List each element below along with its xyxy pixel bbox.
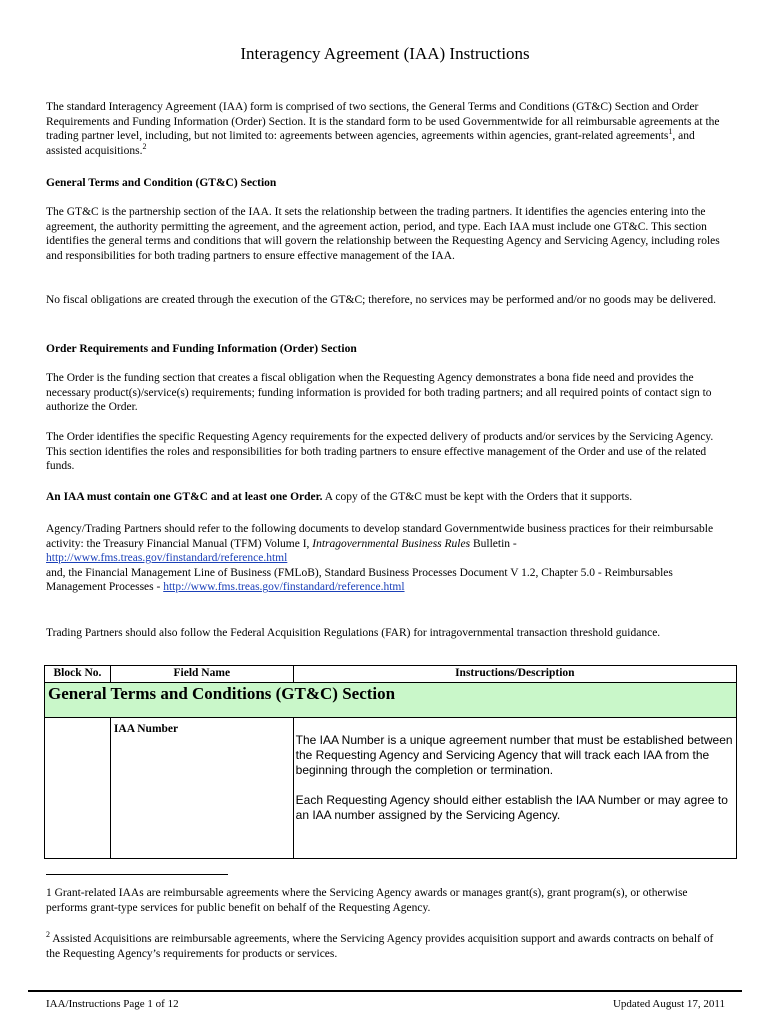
refer-paragraph [46,522,726,595]
fmlob-reference-link[interactable]: http://www.fms.treas.gov/finstandard/reference.html [163,581,405,594]
gtc-paragraph-2: No fiscal obligations are created through the execution of the GT&C; therefore, no services may be performed and/or no goods may be delivered. [46,294,716,306]
header-instructions: Instructions/Description [293,666,736,683]
intro-paragraph [46,100,726,158]
order-paragraph-1: The Order is the funding section that creates a fiscal obligation when the Requesting Agency demonstrates a bona fide need and provides the necessary product(s)/service(s) requirements; funding information is provided for both trading partners; and all required points of contact sign to authorize the Order. [46,372,712,414]
gtc-heading: General Terms and Condition (GT&C) Section [46,177,277,189]
must-contain-paragraph [46,490,726,505]
gtc-paragraph-1: The GT&C is the partnership section of the IAA. It sets the relationship between the trading partners. It identifies the agencies entering into the agreement, the authority permitting the agreement, and the agreement action, period, and type. Each IAA must include one GT&C. This section identifies the general terms and conditions that will govern the relationship between the Requesting Agency and Servicing Agency, including roles and responsibilities for both trading partners to ensure effective management of the IAA. [46,206,720,262]
description-cell [293,718,736,859]
footnote-divider [46,874,228,875]
intro-text: The standard Interagency Agreement (IAA) form is comprised of two sections, the General Terms and Conditions (GT&C) Section and Order Requirements and Funding Information (Order) Section. It is the standard form to be used Governmentwide for all reimbursable agreements at the trading partner level, including, but not limited to: agreements between agencies, agreements within agencies, grant-related agreements [46,101,720,143]
footer-divider [28,990,742,992]
footnote-1-text: Grant-related IAAs are reimbursable agreements where the Servicing Agency awards or manages grant(s), grant program(s), or otherwise performs grant-type services for public benefit on behalf of the Requesting Agency. [46,887,688,914]
header-block-no: Block No. [45,666,111,683]
refer-text-3: and, the Financial Management Line of Business (FMLoB), Standard Business Processes Document V 1.2, Chapter 5.0 - Reimbursables Management Processes - [46,566,673,594]
footnote-2-text: Assisted Acquisitions are reimbursable agreements, where the Servicing Agency provides acquisition support and awards contracts on behalf of the Requesting Agency’s requirements for products or services. [46,933,714,960]
footer-page-number: IAA/Instructions Page 1 of 12 [46,998,179,1010]
description-paragraph-2: Each Requesting Agency should either establish the IAA Number or may agree to an IAA number assigned by the Servicing Agency. [295,793,728,822]
iaa-instructions-table [44,665,737,859]
intro-mid: , and assisted acquisitions. [46,130,695,157]
footnote-2-mark: 2 [46,930,50,940]
header-field-name: Field Name [110,666,293,683]
page-title: Interagency Agreement (IAA) Instructions [240,44,530,63]
refer-text-2: Bulletin - [470,537,517,550]
footnote-1 [46,886,726,915]
order-heading: Order Requirements and Funding Information (Order) Section [46,343,357,355]
field-name-cell [110,718,293,859]
table-header-row [45,666,737,683]
footnote-ref-2[interactable]: 2 [142,141,147,151]
table-row [45,718,737,859]
description-paragraph-1: The IAA Number is a unique agreement number that must be established between the Requesting Agency and Servicing Agency that will track each IAA from the beginning through the completion or termination. [295,733,733,777]
table-section-row [45,683,737,718]
order-paragraph-2: The Order identifies the specific Requesting Agency requirements for the expected delivery of products and/or services by the Servicing Agency. This section identifies the roles and responsibilities for both trading partners to ensure effective management of the Order and use of the related funds. [46,431,714,473]
block-no-cell [45,718,111,859]
footnote-2 [46,932,726,961]
footer-updated-date: Updated August 17, 2011 [612,998,725,1010]
field-name: IAA Number [113,723,179,735]
must-contain-rest: A copy of the GT&C must be kept with the Orders that it supports. [322,491,633,503]
far-paragraph: Trading Partners should also follow the Federal Acquisition Regulations (FAR) for intragovernmental transaction threshold guidance. [46,627,661,639]
footnote-1-mark: 1 [46,887,52,899]
table-section-title: General Terms and Conditions (GT&C) Section [48,684,396,703]
footnote-ref-1[interactable]: 1 [668,127,673,137]
must-contain-bold: An IAA must contain one GT&C and at least one Order. [46,491,323,503]
refer-italic: Intragovernmental Business Rules [312,537,471,550]
refer-text-1: Agency/Trading Partners should refer to the following documents to develop standard Governmentwide business practices for their reimbursable activity: the Treasury Financial Manual (TFM) Volume I, [46,523,714,550]
tfm-reference-link[interactable]: http://www.fms.treas.gov/finstandard/reference.html [46,552,288,565]
